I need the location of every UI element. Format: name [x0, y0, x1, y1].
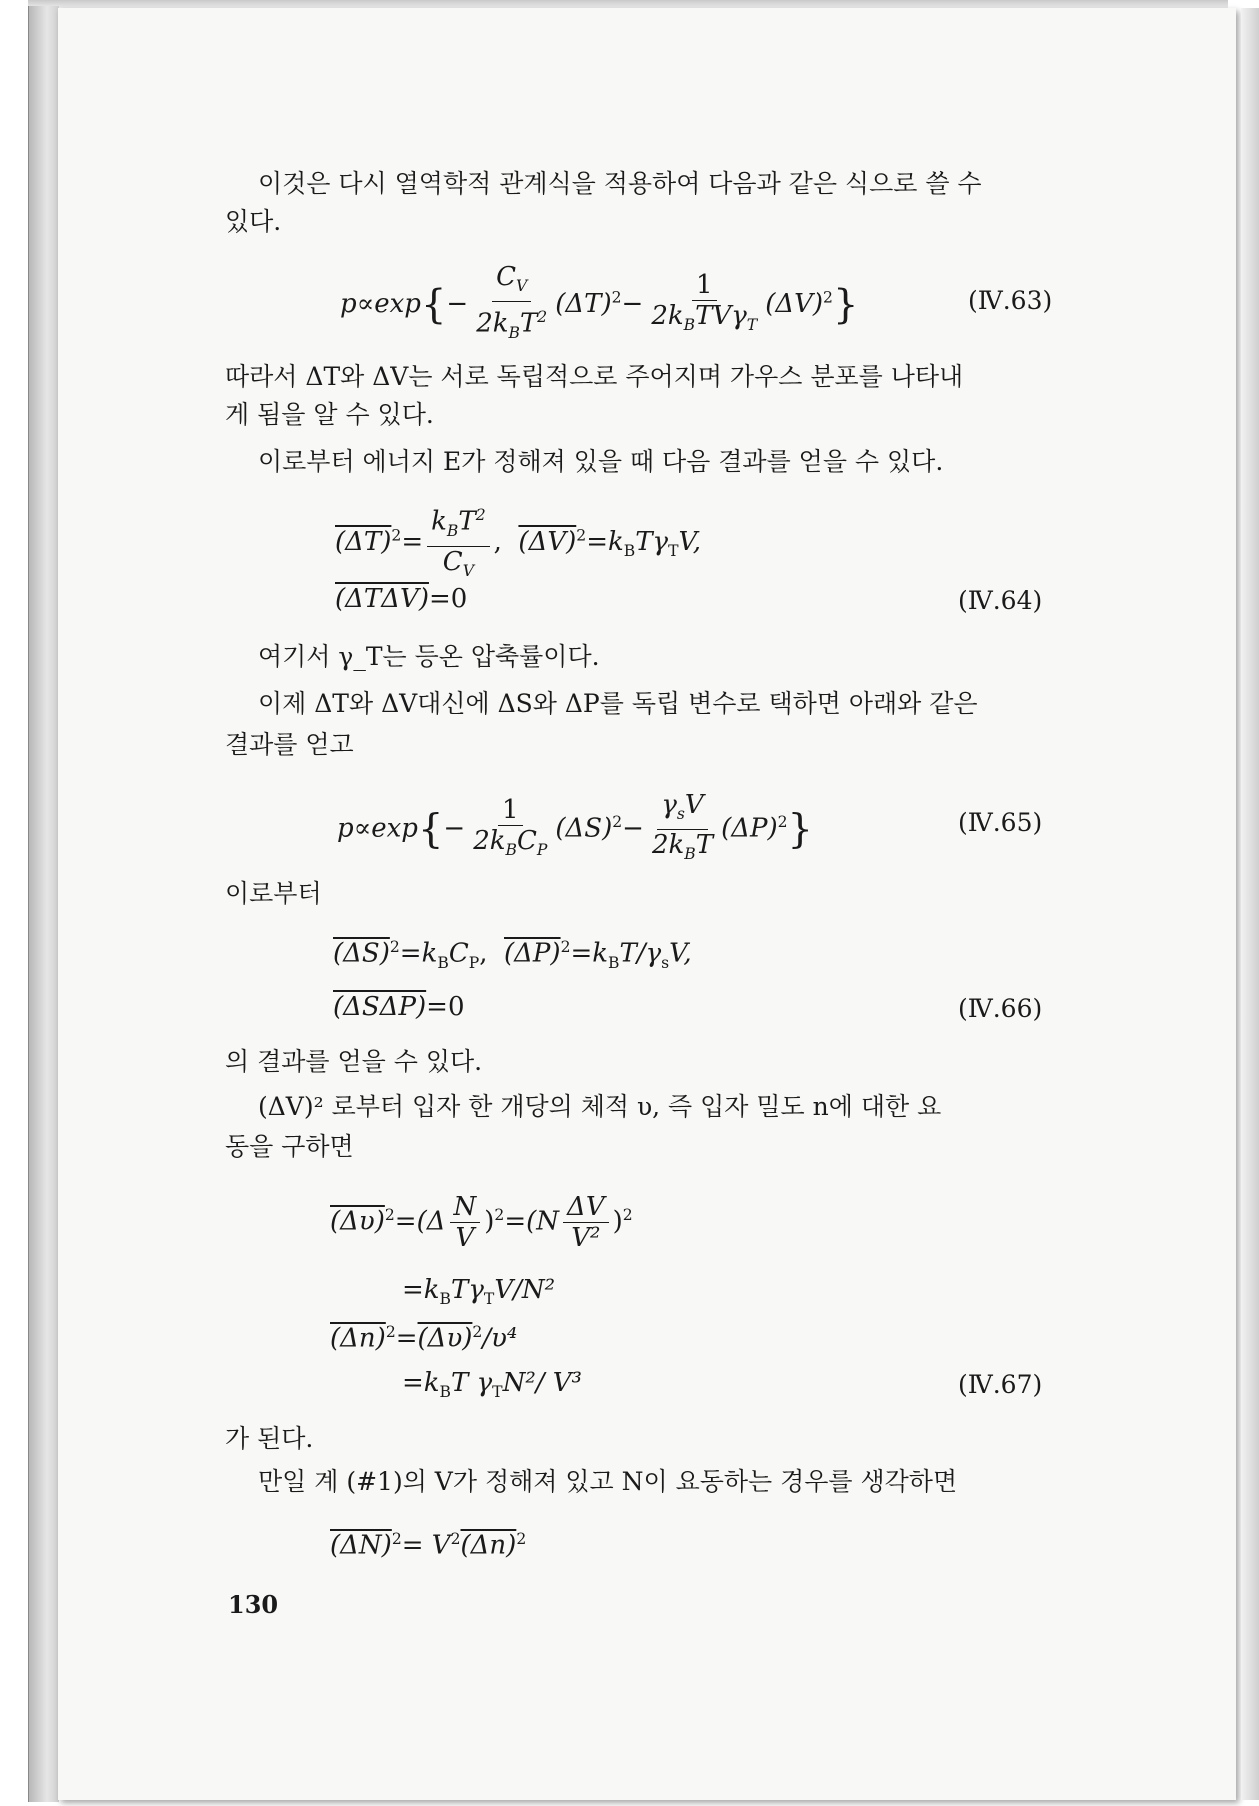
eq64-c-rhs: =0	[428, 584, 468, 614]
eq66-b-tail-sub: s	[661, 953, 670, 972]
eq66-a-tail: C	[448, 938, 469, 969]
eq67-l1-eq2: =	[504, 1206, 527, 1237]
eq64-b-rhs: =k	[586, 527, 624, 558]
eq67-l1-p1-open: (Δ	[416, 1206, 446, 1237]
eq66-c-lhs: (ΔSΔP)	[333, 992, 427, 1022]
eq67-l3-rhs-sup: 2	[472, 1323, 483, 1341]
eq67-l1-p2-open: (N	[526, 1206, 560, 1237]
eq64-a-den-sub: V	[462, 562, 474, 581]
eq64-b-end: V,	[678, 527, 701, 558]
eq63-num1-sub: V	[516, 277, 528, 296]
equation-iv-65: p∝exp{− $\frac{1}{2k_BC_P}$ $(\Delta S)^2-$ $\frac{\gamma_sV}{2k_BT}$ $(\Delta P)^2$}	[337, 790, 813, 864]
eq68-eq-sup: 2	[450, 1530, 461, 1548]
book-spine	[28, 6, 59, 1802]
eq63-num1: C	[496, 262, 517, 292]
eq64-b-sup: 2	[576, 526, 587, 545]
eq65-num2-sub: s	[676, 805, 685, 824]
eq64-a-num: k	[431, 506, 447, 537]
eq67-l2-tail: Tγ	[451, 1275, 484, 1305]
paragraph-1-line-1: 이것은 다시 열역학적 관계식을 적용하여 다음과 같은 식으로 쓸 수	[258, 169, 982, 198]
eq66-b-lhs: (ΔP)	[504, 938, 561, 969]
book-top-edge	[28, 0, 1228, 8]
eq66-b-end: V,	[669, 938, 692, 969]
equation-iv-64-line-1	[335, 500, 701, 586]
eq67-l1-p1-den: V	[455, 1223, 475, 1253]
eq63-den2: 2k	[651, 300, 684, 331]
paragraph-6: 이로부터	[225, 879, 322, 908]
eq65-term1: (ΔS)	[555, 813, 613, 844]
eq63-minus: −	[621, 289, 644, 320]
eq64-a-sup: 2	[391, 526, 402, 545]
paragraph-5-line-1: 이제 ΔT와 ΔV대신에 ΔS와 ΔP를 독립 변수로 택하면 아래와 같은	[258, 689, 978, 718]
eq67-l1-lhs: (Δυ)	[330, 1206, 385, 1237]
eq63-lhs: p∝exp	[340, 289, 421, 320]
paragraph-3: 이로부터 에너지 E가 정해져 있을 때 다음 결과를 얻을 수 있다.	[258, 447, 944, 476]
equation-label-iv-65: (Ⅳ.65)	[958, 808, 1043, 837]
eq67-l2-end: V/N²	[494, 1275, 556, 1305]
eq67-l1-eq: =	[394, 1206, 417, 1237]
equation-iv-67-line-1	[330, 1192, 633, 1253]
eq65-num2: γ	[661, 790, 677, 820]
eq67-l2-sub: B	[439, 1290, 452, 1309]
eq63-den1-sub: B	[508, 324, 520, 343]
eq64-separator: ,	[493, 527, 502, 558]
eq63-den2-tail-sub: T	[746, 316, 758, 335]
eq64-b-tail-sub: T	[668, 542, 679, 561]
eq65-den2: 2k	[651, 830, 685, 861]
eq65-den1-tail-sub: P	[536, 840, 548, 859]
eq67-l1-p2-num: ΔV	[563, 1192, 609, 1223]
paragraph-1-line-2: 있다.	[225, 207, 282, 236]
eq66-b-rhs: =k	[570, 938, 609, 969]
eq66-b-tail: T/γ	[619, 938, 662, 969]
equation-label-iv-64: (Ⅳ.64)	[958, 586, 1043, 615]
eq63-term2-sup: 2	[823, 288, 833, 307]
eq64-a-num-sub: B	[446, 521, 459, 540]
page-number: 130	[228, 1590, 279, 1619]
eq66-a-tail-sub: P	[468, 953, 480, 972]
equation-iv-67-line-4	[402, 1368, 582, 1401]
eq65-den1-sub: B	[505, 840, 517, 859]
eq67-l4-end: N²/ V³	[502, 1368, 582, 1398]
paragraph-10: 만일 계 (#1)의 V가 정해져 있고 N이 요동하는 경우를 생각하면	[258, 1467, 958, 1496]
eq68-rhs-sup: 2	[516, 1530, 527, 1548]
eq67-l1-p2-sup: 2	[622, 1205, 633, 1224]
eq67-l3-rhs: (Δυ)	[417, 1323, 473, 1354]
eq65-num2-tail: V	[684, 790, 704, 820]
eq67-l3-end: /υ⁴	[482, 1323, 518, 1354]
eq65-den2-tail: T	[695, 830, 714, 861]
eq63-den2-tail: TVγ	[695, 300, 747, 331]
eq64-b-tail: Tγ	[635, 527, 669, 558]
equation-label-iv-66: (Ⅳ.66)	[958, 994, 1043, 1023]
eq65-den1-tail: C	[516, 825, 537, 856]
eq63-term1-sup: 2	[611, 288, 622, 307]
eq66-separator: ,	[479, 938, 488, 969]
eq63-term2: (ΔV)	[765, 289, 824, 320]
eq67-l1-p2-close: )	[612, 1206, 623, 1237]
paragraph-5-line-2: 결과를 얻고	[225, 730, 354, 759]
eq67-l3-eq: =	[395, 1323, 418, 1354]
eq67-l1-sup: 2	[384, 1205, 395, 1224]
eq66-b-sup: 2	[560, 938, 571, 956]
paragraph-4: 여기서 γ_T는 등온 압축률이다.	[258, 642, 600, 671]
eq64-a-num-sup: 2	[475, 506, 486, 524]
eq63-den1-sup: 2	[537, 308, 548, 327]
eq64-a-num-tail: T	[458, 506, 476, 537]
equation-iv-63: p∝exp{− $\frac{C_V}{2k_BT^2}$ $(\Delta T)^2-$ $\frac{1}{2k_BTV\gamma_T}$ $(\Delta V)^2$}	[340, 262, 859, 343]
eq66-b-sub: B	[608, 953, 620, 972]
eq67-l4-tail-sub: T	[492, 1383, 503, 1402]
eq66-c-rhs: =0	[426, 992, 465, 1022]
page-right-edge	[1241, 8, 1259, 1800]
eq65-den2-sub: B	[684, 845, 696, 864]
eq67-l1-p1-sup: 2	[494, 1205, 505, 1224]
eq65-term2: (ΔP)	[721, 813, 778, 844]
eq68-lhs: (ΔN)	[330, 1530, 392, 1561]
eq65-term2-sup: 2	[777, 813, 788, 832]
paragraph-2-line-2: 게 됨을 알 수 있다.	[225, 400, 434, 429]
eq67-l3-lhs: (Δn)	[330, 1323, 386, 1354]
eq66-a-lhs: (ΔS)	[333, 938, 390, 969]
eq67-l2: =k	[402, 1275, 440, 1305]
paragraph-8-line-2: 동을 구하면	[225, 1132, 354, 1161]
equation-iv-67-line-2	[402, 1275, 555, 1308]
eq63-den1-tail: T	[519, 308, 538, 339]
paragraph-9: 가 된다.	[225, 1424, 314, 1453]
eq67-l1-p2-den: V²	[571, 1223, 601, 1253]
eq63-den2-sub: B	[683, 316, 696, 335]
eq65-den1: 2k	[473, 825, 506, 856]
equation-iv-66-line-2	[333, 992, 464, 1022]
eq67-l3-sup: 2	[385, 1323, 396, 1341]
equation-label-iv-63: (Ⅳ.63)	[968, 286, 1053, 315]
eq68-rhs: (Δn)	[460, 1530, 517, 1561]
paragraph-7: 의 결과를 얻을 수 있다.	[225, 1047, 483, 1076]
eq67-l1-p1-close: )	[484, 1206, 495, 1237]
eq67-l4-sub: B	[439, 1383, 452, 1402]
eq68-eq: = V	[401, 1530, 451, 1561]
eq66-a-sub: B	[437, 953, 449, 972]
eq64-a-eq: =	[401, 527, 424, 558]
eq63-den1: 2k	[476, 308, 509, 339]
eq64-a-den: C	[442, 546, 463, 577]
eq68-lhs-sup: 2	[391, 1530, 402, 1548]
paragraph-8-line-1: (ΔV)² 로부터 입자 한 개당의 체적 υ, 즉 입자 밀도 n에 대한 요	[258, 1092, 942, 1121]
paragraph-2-line-1: 따라서 ΔT와 ΔV는 서로 독립적으로 주어지며 가우스 분포를 나타내	[225, 362, 964, 391]
equation-iv-68	[330, 1530, 526, 1561]
eq65-lhs: p∝exp	[337, 813, 418, 844]
equation-label-iv-67: (Ⅳ.67)	[958, 1370, 1043, 1399]
eq67-l2-tail-sub: T	[483, 1290, 495, 1309]
eq63-num2: 1	[692, 270, 717, 301]
eq64-b-sub: B	[623, 542, 636, 561]
eq65-num1: 1	[498, 795, 523, 826]
equation-iv-66-line-1	[333, 938, 692, 972]
equation-iv-64-line-2	[335, 584, 467, 614]
eq65-term1-sup: 2	[612, 813, 623, 832]
eq65-minus: −	[622, 813, 644, 844]
eq67-l4-tail: T γ	[451, 1368, 493, 1398]
eq67-l1-p1-num: N	[450, 1192, 481, 1223]
eq66-a-rhs: =k	[399, 938, 438, 969]
eq66-a-sup: 2	[389, 938, 400, 956]
eq67-l4: =k	[402, 1368, 440, 1398]
eq64-a-lhs: (ΔT)	[335, 527, 392, 558]
eq63-term1: (ΔT)	[555, 289, 612, 320]
equation-iv-67-line-3	[330, 1323, 517, 1354]
eq64-c-lhs: (ΔTΔV)	[335, 584, 429, 614]
eq64-b-lhs: (ΔV)	[518, 527, 577, 558]
